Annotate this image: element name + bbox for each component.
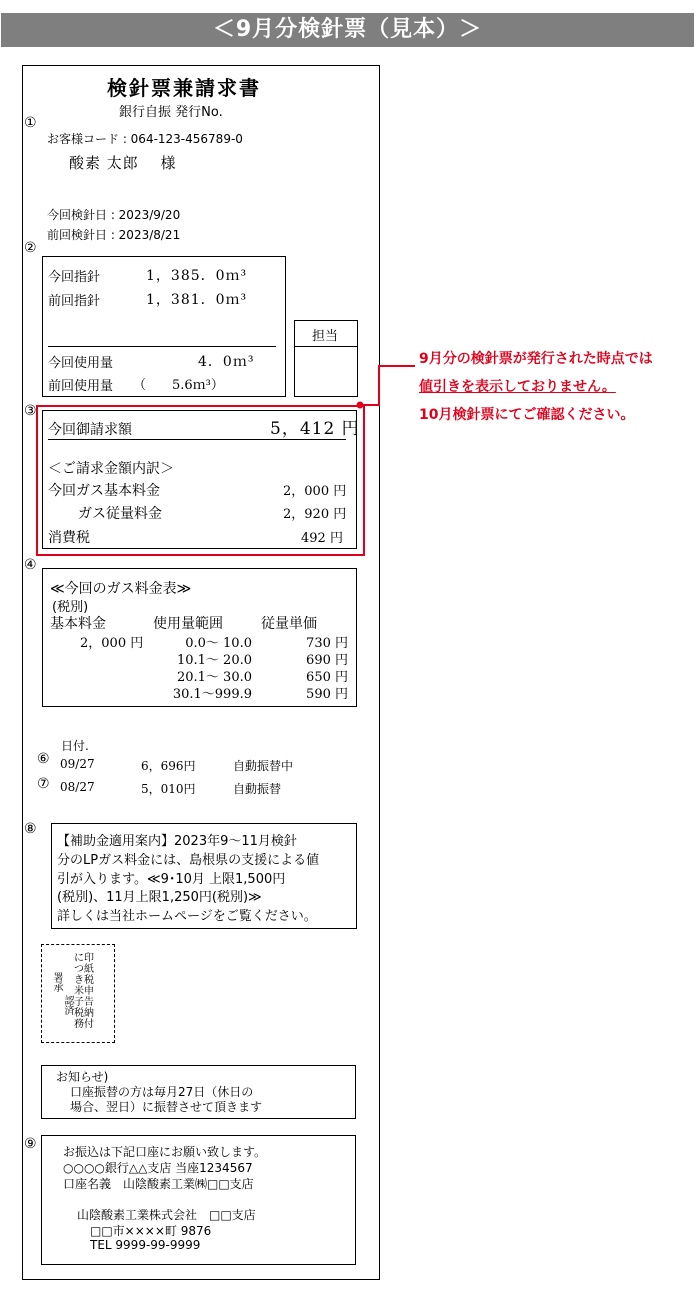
stamp-col-4: 米申 xyxy=(74,986,94,997)
notice-line-2: 場合、翌日）に振替させて頂きます xyxy=(70,1100,263,1114)
transfer-line-1: お振込は下記口座にお願い致します。 xyxy=(63,1145,267,1159)
this-read-date: 今回検針日 : 2023/9/20 xyxy=(47,208,181,222)
bill-title: 検針票兼請求書 xyxy=(107,76,261,100)
history-amount-2: 5，010円 xyxy=(141,782,196,796)
customer-name: 酸素 太郎 様 xyxy=(69,154,177,172)
breakdown-value-tax: 492 円 xyxy=(301,531,343,546)
price-unit-row-3: 650 円 xyxy=(306,670,348,685)
notice-line-1: 口座振替の方は毎月27日（休日の xyxy=(70,1085,254,1099)
price-header-range: 使用量範囲 xyxy=(153,616,223,632)
transfer-line-2: ○○○○銀行△△支店 当座1234567 xyxy=(63,1161,253,1175)
breakdown-title: ＜ご請求金額内訳＞ xyxy=(48,461,174,477)
last-usage-value: （ 5.6ｍ³） xyxy=(133,378,224,393)
history-date-header: 日付. xyxy=(61,739,89,753)
breakdown-value-base: 2，000 円 xyxy=(283,484,347,499)
last-reading-value: 1，381．0ｍ³ xyxy=(146,292,248,308)
price-range-row-1: 0.0～ 10.0 xyxy=(185,636,252,651)
stamp-col-7: 務付 xyxy=(74,1019,94,1030)
callout-line-3: 10月検針票にてご確認ください。 xyxy=(419,407,635,423)
history-status-1: 自動振替中 xyxy=(233,759,294,773)
subsidy-line-5: 詳しくは当社ホームページをご覧ください。 xyxy=(57,909,317,924)
billing-amount-label: 今回御請求額 xyxy=(48,422,132,438)
billing-amount-value: 5，412 円 xyxy=(270,419,360,439)
stamp-col-6: 税納 xyxy=(74,1008,94,1019)
stamp-col-9: 認済 xyxy=(62,995,73,1015)
section-number-9: ⑨ xyxy=(24,1136,37,1152)
staff-label: 担当 xyxy=(312,329,339,344)
customer-code: お客様コード : 064-123-456789-0 xyxy=(47,132,243,146)
breakdown-label-tax: 消費税 xyxy=(48,530,90,546)
section-number-8: ⑧ xyxy=(24,821,37,837)
price-unit-row-4: 590 円 xyxy=(306,687,348,702)
price-table-title: ≪今回のガス料金表≫ xyxy=(50,581,192,597)
company-name: 山陰酸素工業株式会社 □□支店 xyxy=(77,1208,256,1222)
breakdown-value-usage: 2，920 円 xyxy=(283,507,347,522)
this-reading-label: 今回指針 xyxy=(48,270,101,285)
page-header: ＜9月分検針票（見本）＞ xyxy=(1,13,694,47)
price-range-row-2: 10.1～ 20.0 xyxy=(176,653,252,668)
notice-title: お知らせ) xyxy=(56,1070,109,1084)
price-base-fee: 2，000 円 xyxy=(80,636,144,651)
subsidy-line-3: 引が入ります。≪9･10月 上限1,500円 xyxy=(57,872,286,887)
subsidy-line-4: (税別)、11月上限1,250円(税別)≫ xyxy=(57,890,262,905)
callout-line-1: 9月分の検針票が発行された時点では xyxy=(419,351,653,367)
callout-line-2: 値引きを表示しておりません。 xyxy=(419,379,616,395)
price-range-row-3: 20.1～ 30.0 xyxy=(176,670,252,685)
transfer-line-3: 口座名義 山陰酸素工業㈱□□支店 xyxy=(63,1177,254,1191)
price-range-row-4: 30.1～999.9 xyxy=(172,687,252,702)
last-reading-label: 前回指針 xyxy=(48,294,101,309)
subsidy-line-2: 分のLPガス料金には、島根県の支援による値 xyxy=(57,853,320,868)
stamp-col-2: つ紙 xyxy=(74,964,94,975)
history-date-2: 08/27 xyxy=(60,780,95,794)
breakdown-label-base: 今回ガス基本料金 xyxy=(48,483,160,499)
stamp-col-5: 子告 xyxy=(74,997,94,1008)
company-address: □□市××××町 9876 xyxy=(90,1224,212,1238)
last-read-date: 前回検針日 : 2023/8/21 xyxy=(47,228,181,242)
stamp-col-1: に印 xyxy=(74,953,94,964)
this-usage-value: 4．0ｍ³ xyxy=(198,354,255,370)
section-number-1: ① xyxy=(24,115,37,131)
section-number-2: ② xyxy=(24,240,37,256)
price-header-unit: 従量単価 xyxy=(261,616,317,632)
section-number-6: ⑥ xyxy=(37,751,50,767)
history-date-1: 09/27 xyxy=(60,757,95,771)
price-table-tax-note: (税別) xyxy=(52,600,89,615)
history-status-2: 自動振替 xyxy=(233,782,282,796)
meter-divider xyxy=(48,346,276,347)
breakdown-label-usage: ガス従量料金 xyxy=(78,506,162,522)
this-reading-value: 1，385．0ｍ³ xyxy=(146,268,248,284)
section-number-4: ④ xyxy=(24,557,37,573)
company-phone: TEL 9999-99-9999 xyxy=(90,1238,201,1252)
bill-subtitle: 銀行自振 発行No. xyxy=(119,105,223,120)
stamp-col-8: 署承 xyxy=(51,972,62,992)
staff-box-divider xyxy=(294,346,357,347)
section-number-3: ③ xyxy=(24,403,37,419)
history-amount-1: 6，696円 xyxy=(141,759,196,773)
price-header-base: 基本料金 xyxy=(50,616,106,632)
subsidy-line-1: 【補助金適用案内】2023年9～11月検針 xyxy=(57,834,297,849)
price-unit-row-2: 690 円 xyxy=(306,653,348,668)
this-usage-label: 今回使用量 xyxy=(48,356,114,371)
billing-divider xyxy=(48,439,346,440)
last-usage-label: 前回使用量 xyxy=(48,379,114,394)
stamp-col-3: き税 xyxy=(74,975,94,986)
callout-connector xyxy=(355,360,415,410)
section-number-7: ⑦ xyxy=(37,776,50,792)
price-unit-row-1: 730 円 xyxy=(306,636,348,651)
